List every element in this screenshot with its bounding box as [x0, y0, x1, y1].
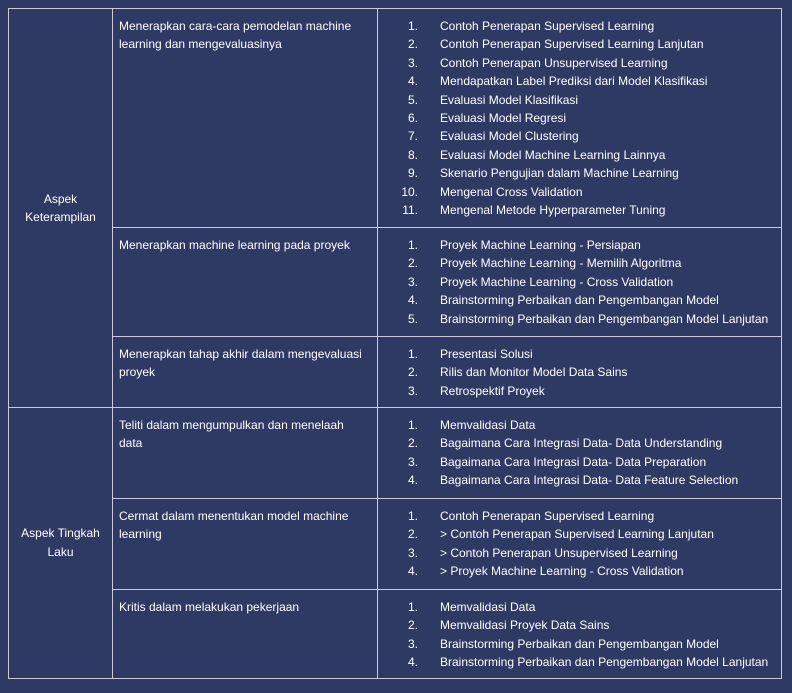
list-item-text: Rilis dan Monitor Model Data Sains [440, 365, 628, 380]
list-item-number: 1. [407, 347, 418, 361]
list-item-text: > Proyek Machine Learning - Cross Validation [440, 564, 684, 579]
material-list [384, 598, 775, 672]
list-item-number: 9. [407, 166, 418, 181]
list-item-text: Mendapatkan Label Prediksi dari Model Klasifikasi [440, 74, 708, 89]
list-item-text: Evaluasi Model Clustering [440, 129, 579, 144]
list-item-text: Contoh Penerapan Supervised Learning [440, 19, 655, 33]
list-item [384, 254, 775, 272]
list-item [384, 525, 775, 543]
list-item [384, 453, 775, 471]
list-item [384, 291, 775, 309]
list-item-text: Mengenal Metode Hyperparameter Tuning [440, 203, 666, 218]
list-item-text: Brainstorming Perbaikan dan Pengembangan Model [440, 293, 719, 308]
material-cell [378, 590, 782, 679]
table-row [9, 337, 782, 408]
list-item [384, 72, 775, 90]
list-item-number: 1. [407, 238, 418, 252]
list-item-number: 7. [407, 129, 418, 144]
list-item-text: > Contoh Penerapan Unsupervised Learning [440, 545, 678, 560]
list-item [384, 345, 775, 363]
list-item-number: 1. [407, 509, 418, 523]
list-item-text: Contoh Penerapan Unsupervised Learning [440, 55, 668, 70]
list-item-number: 10. [401, 184, 418, 199]
list-item-text: Skenario Pengujian dalam Machine Learning [440, 166, 679, 181]
table-row [9, 499, 782, 590]
list-item [384, 109, 775, 127]
list-item-number: 3. [407, 274, 418, 289]
list-item [384, 236, 775, 254]
list-item [384, 653, 775, 671]
list-item [384, 164, 775, 182]
list-item-text: Evaluasi Model Machine Learning Lainnya [440, 147, 666, 162]
material-list [384, 345, 775, 400]
list-item [384, 382, 775, 400]
material-list [384, 507, 775, 581]
list-item-number: 2. [407, 436, 418, 451]
list-item [384, 91, 775, 109]
list-item-number: 3. [407, 636, 418, 651]
list-item-number: 2. [407, 365, 418, 380]
list-item [384, 507, 775, 525]
list-item-number: 4. [407, 655, 418, 670]
list-item [384, 598, 775, 616]
material-list [384, 17, 775, 219]
list-item-number: 8. [407, 147, 418, 162]
list-item-number: 2. [407, 618, 418, 633]
list-item-text: Memvalidasi Proyek Data Sains [440, 618, 610, 633]
table-row [9, 228, 782, 337]
competency-cell: Kritis dalam melakukan pekerjaan [113, 590, 378, 679]
list-item [384, 616, 775, 634]
list-item-number: 5. [407, 92, 418, 107]
list-item-text: Brainstorming Perbaikan dan Pengembangan Model Lanjutan [440, 655, 769, 670]
list-item-text: Evaluasi Model Klasifikasi [440, 92, 579, 107]
list-item-number: 3. [407, 383, 418, 398]
list-item [384, 416, 775, 434]
list-item [384, 544, 775, 562]
list-item-number: 1. [407, 600, 418, 614]
list-item-number: 4. [407, 74, 418, 89]
list-item [384, 310, 775, 328]
table-row [9, 408, 782, 499]
list-item [384, 635, 775, 653]
list-item-number: 11. [402, 203, 418, 218]
list-item-number: 4. [407, 473, 418, 488]
list-item [384, 17, 775, 35]
list-item-text: Bagaimana Cara Integrasi Data- Data Understanding [440, 436, 723, 451]
list-item-text: Evaluasi Model Regresi [440, 111, 567, 126]
material-cell [378, 408, 782, 499]
list-item-number: 4. [407, 564, 418, 579]
list-item [384, 471, 775, 489]
list-item-number: 5. [407, 311, 418, 326]
list-item-text: Bagaimana Cara Integrasi Data- Data Preparation [440, 454, 707, 469]
list-item-text: Memvalidasi Data [440, 418, 536, 432]
list-item-number: 3. [407, 55, 418, 70]
competency-cell: Cermat dalam menentukan model machine learning [113, 499, 378, 590]
list-item [384, 363, 775, 381]
list-item-text: Proyek Machine Learning - Persiapan [440, 238, 641, 252]
list-item [384, 434, 775, 452]
list-item-text: Presentasi Solusi [440, 347, 533, 361]
competency-cell: Menerapkan cara-cara pemodelan machine learning dan mengevaluasinya [113, 9, 378, 228]
material-list [384, 416, 775, 490]
material-cell [378, 337, 782, 408]
material-cell [378, 499, 782, 590]
list-item-text: Proyek Machine Learning - Cross Validation [440, 274, 674, 289]
list-item [384, 146, 775, 164]
list-item-number: 2. [407, 37, 418, 52]
list-item-text: > Contoh Penerapan Supervised Learning Lanjutan [440, 527, 714, 542]
competency-table-wrapper [8, 8, 782, 679]
list-item-number: 4. [407, 293, 418, 308]
table-row [9, 590, 782, 679]
list-item [384, 54, 775, 72]
competency-cell: Teliti dalam mengumpulkan dan menelaah data [113, 408, 378, 499]
list-item-text: Bagaimana Cara Integrasi Data- Data Feature Selection [440, 473, 739, 488]
competency-cell: Menerapkan tahap akhir dalam mengevaluasi proyek [113, 337, 378, 408]
list-item-number: 2. [407, 256, 418, 271]
aspect-cell: Aspek Tingkah Laku [9, 408, 113, 679]
list-item-number: 1. [407, 19, 418, 33]
material-list [384, 236, 775, 328]
list-item-text: Retrospektif Proyek [440, 383, 545, 398]
table-row [9, 9, 782, 228]
list-item-number: 1. [407, 418, 418, 432]
list-item-number: 6. [407, 111, 418, 126]
list-item-number: 3. [407, 545, 418, 560]
list-item-text: Brainstorming Perbaikan dan Pengembangan Model Lanjutan [440, 311, 769, 326]
list-item-text: Memvalidasi Data [440, 600, 536, 614]
list-item-text: Mengenal Cross Validation [440, 184, 583, 199]
list-item [384, 201, 775, 219]
list-item-number: 2. [407, 527, 418, 542]
aspect-cell: Aspek Keterampilan [9, 9, 113, 408]
list-item [384, 562, 775, 580]
list-item [384, 183, 775, 201]
material-cell [378, 9, 782, 228]
list-item [384, 127, 775, 145]
competency-cell: Menerapkan machine learning pada proyek [113, 228, 378, 337]
table-body [9, 9, 782, 679]
list-item [384, 273, 775, 291]
list-item-text: Contoh Penerapan Supervised Learning Lanjutan [440, 37, 704, 52]
list-item-text: Proyek Machine Learning - Memilih Algoritma [440, 256, 682, 271]
list-item-text: Contoh Penerapan Supervised Learning [440, 509, 655, 523]
list-item-text: Brainstorming Perbaikan dan Pengembangan Model [440, 636, 719, 651]
list-item [384, 35, 775, 53]
material-cell [378, 228, 782, 337]
competency-table [8, 8, 782, 679]
list-item-number: 3. [407, 454, 418, 469]
